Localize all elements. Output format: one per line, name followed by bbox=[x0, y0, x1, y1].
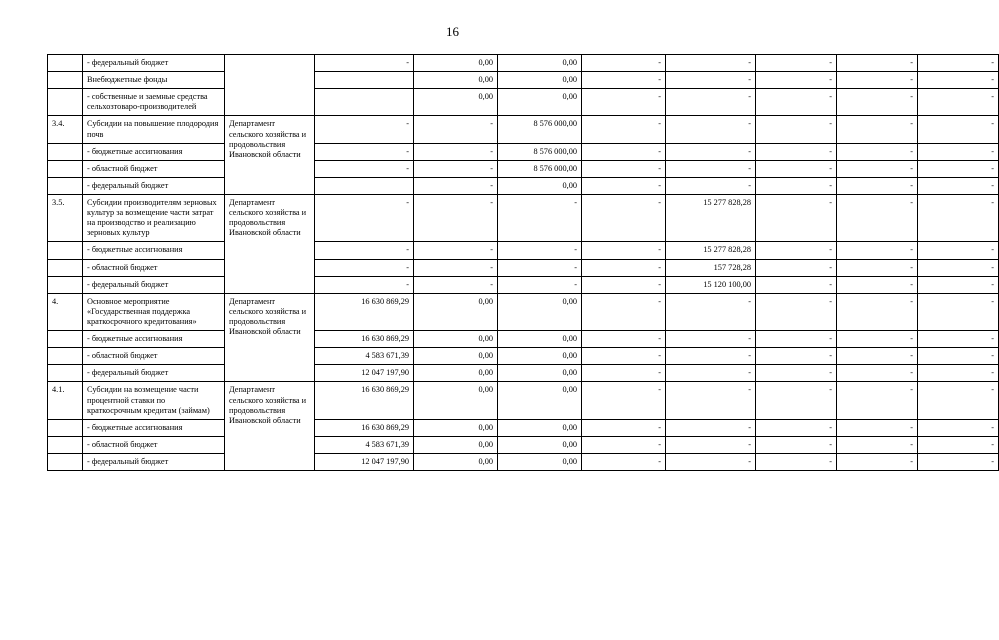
cell-value-1: 16 630 869,29 bbox=[315, 293, 414, 330]
cell-value-5: - bbox=[666, 348, 756, 365]
cell-value-2: 0,00 bbox=[414, 293, 498, 330]
cell-value-3: 0,00 bbox=[498, 348, 582, 365]
cell-value-1: - bbox=[315, 55, 414, 72]
cell-num bbox=[48, 331, 83, 348]
cell-value-8: - bbox=[918, 382, 999, 419]
cell-value-4: - bbox=[582, 160, 666, 177]
cell-value-4: - bbox=[582, 259, 666, 276]
cell-num: 3.5. bbox=[48, 194, 83, 241]
cell-value-3: 8 576 000,00 bbox=[498, 143, 582, 160]
cell-num bbox=[48, 55, 83, 72]
cell-value-7: - bbox=[837, 194, 918, 241]
cell-value-7: - bbox=[837, 382, 918, 419]
cell-value-3: 0,00 bbox=[498, 453, 582, 470]
cell-value-7: - bbox=[837, 160, 918, 177]
cell-value-1: 16 630 869,29 bbox=[315, 331, 414, 348]
cell-value-1: - bbox=[315, 259, 414, 276]
cell-value-4: - bbox=[582, 194, 666, 241]
cell-value-5: - bbox=[666, 143, 756, 160]
cell-department: Департамент сельского хозяйства и продовольствия Ивановской области bbox=[225, 382, 315, 471]
cell-value-4: - bbox=[582, 365, 666, 382]
cell-value-3: - bbox=[498, 276, 582, 293]
cell-name: - собственные и заемные средства сельхозтоваро-производителей bbox=[83, 89, 225, 116]
table-row bbox=[48, 116, 999, 143]
cell-value-8: - bbox=[918, 143, 999, 160]
cell-value-1: - bbox=[315, 242, 414, 259]
cell-value-7: - bbox=[837, 116, 918, 143]
table-row bbox=[48, 259, 999, 276]
cell-value-2: - bbox=[414, 242, 498, 259]
cell-value-7: - bbox=[837, 89, 918, 116]
cell-value-6: - bbox=[756, 365, 837, 382]
cell-value-8: - bbox=[918, 436, 999, 453]
cell-value-8: - bbox=[918, 177, 999, 194]
cell-value-8: - bbox=[918, 331, 999, 348]
cell-value-6: - bbox=[756, 453, 837, 470]
cell-value-6: - bbox=[756, 143, 837, 160]
cell-value-2: 0,00 bbox=[414, 348, 498, 365]
cell-value-6: - bbox=[756, 72, 837, 89]
cell-value-4: - bbox=[582, 55, 666, 72]
cell-value-3: 0,00 bbox=[498, 177, 582, 194]
cell-value-8: - bbox=[918, 89, 999, 116]
cell-value-3: 0,00 bbox=[498, 331, 582, 348]
cell-value-6: - bbox=[756, 348, 837, 365]
cell-name: - областной бюджет bbox=[83, 160, 225, 177]
budget-table-container bbox=[47, 54, 994, 471]
cell-value-6: - bbox=[756, 419, 837, 436]
cell-value-5: - bbox=[666, 365, 756, 382]
cell-value-2: - bbox=[414, 259, 498, 276]
cell-value-6: - bbox=[756, 177, 837, 194]
cell-value-2: 0,00 bbox=[414, 436, 498, 453]
cell-value-4: - bbox=[582, 116, 666, 143]
cell-value-7: - bbox=[837, 436, 918, 453]
cell-value-6: - bbox=[756, 276, 837, 293]
cell-value-4: - bbox=[582, 331, 666, 348]
cell-value-4: - bbox=[582, 436, 666, 453]
cell-name: - областной бюджет bbox=[83, 259, 225, 276]
cell-value-6: - bbox=[756, 116, 837, 143]
cell-value-8: - bbox=[918, 453, 999, 470]
cell-value-8: - bbox=[918, 242, 999, 259]
cell-value-4: - bbox=[582, 72, 666, 89]
cell-name: - бюджетные ассигнования bbox=[83, 419, 225, 436]
cell-value-5: - bbox=[666, 382, 756, 419]
cell-department: Департамент сельского хозяйства и продовольствия Ивановской области bbox=[225, 116, 315, 195]
cell-value-1 bbox=[315, 89, 414, 116]
cell-value-2: - bbox=[414, 116, 498, 143]
table-row bbox=[48, 89, 999, 116]
cell-value-2: - bbox=[414, 194, 498, 241]
cell-value-8: - bbox=[918, 72, 999, 89]
cell-num bbox=[48, 177, 83, 194]
cell-value-7: - bbox=[837, 242, 918, 259]
cell-num bbox=[48, 143, 83, 160]
cell-value-8: - bbox=[918, 365, 999, 382]
cell-value-4: - bbox=[582, 89, 666, 116]
cell-name: - федеральный бюджет bbox=[83, 453, 225, 470]
cell-value-8: - bbox=[918, 276, 999, 293]
cell-num bbox=[48, 242, 83, 259]
table-row bbox=[48, 365, 999, 382]
cell-value-5: - bbox=[666, 160, 756, 177]
cell-value-7: - bbox=[837, 365, 918, 382]
cell-value-1: 4 583 671,39 bbox=[315, 348, 414, 365]
cell-name: - федеральный бюджет bbox=[83, 55, 225, 72]
cell-value-6: - bbox=[756, 259, 837, 276]
cell-num bbox=[48, 89, 83, 116]
cell-value-2: 0,00 bbox=[414, 419, 498, 436]
cell-value-5: - bbox=[666, 177, 756, 194]
table-row bbox=[48, 419, 999, 436]
cell-value-3: 0,00 bbox=[498, 293, 582, 330]
budget-table bbox=[47, 54, 999, 471]
cell-value-7: - bbox=[837, 177, 918, 194]
table-row bbox=[48, 453, 999, 470]
cell-value-8: - bbox=[918, 259, 999, 276]
cell-value-1: 16 630 869,29 bbox=[315, 382, 414, 419]
cell-name: - бюджетные ассигнования bbox=[83, 242, 225, 259]
table-row bbox=[48, 72, 999, 89]
cell-value-3: - bbox=[498, 259, 582, 276]
cell-value-4: - bbox=[582, 453, 666, 470]
cell-value-2: 0,00 bbox=[414, 453, 498, 470]
cell-name: Субсидии производителям зерновых культур за возмещение части затрат на производство и реализацию зерновых культур bbox=[83, 194, 225, 241]
table-row bbox=[48, 242, 999, 259]
cell-value-6: - bbox=[756, 293, 837, 330]
cell-value-8: - bbox=[918, 194, 999, 241]
cell-name: Субсидии на повышение плодородия почв bbox=[83, 116, 225, 143]
cell-name: Внебюджетные фонды bbox=[83, 72, 225, 89]
cell-value-5: - bbox=[666, 55, 756, 72]
cell-value-8: - bbox=[918, 419, 999, 436]
cell-value-6: - bbox=[756, 55, 837, 72]
cell-value-6: - bbox=[756, 382, 837, 419]
cell-num bbox=[48, 419, 83, 436]
cell-value-8: - bbox=[918, 160, 999, 177]
cell-value-3: 8 576 000,00 bbox=[498, 160, 582, 177]
cell-value-5: 157 728,28 bbox=[666, 259, 756, 276]
cell-num bbox=[48, 259, 83, 276]
cell-value-6: - bbox=[756, 331, 837, 348]
cell-value-1: 4 583 671,39 bbox=[315, 436, 414, 453]
cell-department: Департамент сельского хозяйства и продовольствия Ивановской области bbox=[225, 194, 315, 293]
cell-name: - федеральный бюджет bbox=[83, 365, 225, 382]
cell-value-3: 0,00 bbox=[498, 72, 582, 89]
table-row bbox=[48, 331, 999, 348]
cell-value-1: 12 047 197,90 bbox=[315, 365, 414, 382]
cell-value-1 bbox=[315, 177, 414, 194]
table-row bbox=[48, 143, 999, 160]
cell-value-7: - bbox=[837, 55, 918, 72]
cell-value-6: - bbox=[756, 242, 837, 259]
cell-value-7: - bbox=[837, 259, 918, 276]
cell-name: Основное мероприятие «Государственная поддержка краткосрочного кредитования» bbox=[83, 293, 225, 330]
table-body bbox=[48, 55, 999, 471]
cell-value-8: - bbox=[918, 348, 999, 365]
cell-value-7: - bbox=[837, 293, 918, 330]
cell-value-7: - bbox=[837, 276, 918, 293]
cell-num bbox=[48, 436, 83, 453]
cell-value-7: - bbox=[837, 143, 918, 160]
table-row bbox=[48, 276, 999, 293]
cell-value-1: - bbox=[315, 160, 414, 177]
cell-value-2: 0,00 bbox=[414, 89, 498, 116]
cell-value-2: - bbox=[414, 177, 498, 194]
cell-value-3: 8 576 000,00 bbox=[498, 116, 582, 143]
cell-department: Департамент сельского хозяйства и продовольствия Ивановской области bbox=[225, 293, 315, 382]
cell-value-8: - bbox=[918, 116, 999, 143]
cell-value-1: - bbox=[315, 194, 414, 241]
cell-num: 4. bbox=[48, 293, 83, 330]
table-row bbox=[48, 382, 999, 419]
cell-value-3: 0,00 bbox=[498, 365, 582, 382]
cell-value-2: 0,00 bbox=[414, 382, 498, 419]
cell-num: 3.4. bbox=[48, 116, 83, 143]
cell-name: - бюджетные ассигнования bbox=[83, 143, 225, 160]
cell-value-2: 0,00 bbox=[414, 72, 498, 89]
cell-value-3: 0,00 bbox=[498, 436, 582, 453]
table-row bbox=[48, 436, 999, 453]
cell-value-4: - bbox=[582, 348, 666, 365]
cell-value-5: - bbox=[666, 419, 756, 436]
cell-value-2: - bbox=[414, 143, 498, 160]
cell-value-8: - bbox=[918, 293, 999, 330]
cell-num bbox=[48, 348, 83, 365]
cell-value-1: - bbox=[315, 276, 414, 293]
cell-value-1: - bbox=[315, 116, 414, 143]
cell-value-2: 0,00 bbox=[414, 365, 498, 382]
cell-num: 4.1. bbox=[48, 382, 83, 419]
cell-value-4: - bbox=[582, 382, 666, 419]
cell-value-5: 15 277 828,28 bbox=[666, 194, 756, 241]
cell-value-7: - bbox=[837, 348, 918, 365]
cell-value-6: - bbox=[756, 194, 837, 241]
cell-value-5: - bbox=[666, 453, 756, 470]
cell-value-6: - bbox=[756, 89, 837, 116]
cell-num bbox=[48, 276, 83, 293]
cell-value-7: - bbox=[837, 419, 918, 436]
cell-value-7: - bbox=[837, 453, 918, 470]
cell-name: Субсидии на возмещение части процентной ставки по краткосрочным кредитам (займам) bbox=[83, 382, 225, 419]
cell-value-2: - bbox=[414, 160, 498, 177]
cell-value-3: - bbox=[498, 194, 582, 241]
cell-value-6: - bbox=[756, 436, 837, 453]
cell-value-2: 0,00 bbox=[414, 55, 498, 72]
cell-num bbox=[48, 160, 83, 177]
cell-value-5: - bbox=[666, 116, 756, 143]
cell-value-4: - bbox=[582, 419, 666, 436]
cell-value-4: - bbox=[582, 177, 666, 194]
cell-value-4: - bbox=[582, 242, 666, 259]
cell-value-2: - bbox=[414, 276, 498, 293]
cell-value-4: - bbox=[582, 276, 666, 293]
cell-name: - областной бюджет bbox=[83, 348, 225, 365]
page-number: 16 bbox=[446, 24, 459, 39]
cell-value-5: 15 120 100,00 bbox=[666, 276, 756, 293]
cell-value-5: - bbox=[666, 72, 756, 89]
cell-value-3: - bbox=[498, 242, 582, 259]
cell-value-4: - bbox=[582, 143, 666, 160]
table-row bbox=[48, 194, 999, 241]
table-row bbox=[48, 348, 999, 365]
cell-department bbox=[225, 55, 315, 116]
cell-value-5: - bbox=[666, 331, 756, 348]
cell-value-1: 16 630 869,29 bbox=[315, 419, 414, 436]
cell-value-5: - bbox=[666, 436, 756, 453]
cell-value-3: 0,00 bbox=[498, 89, 582, 116]
cell-num bbox=[48, 365, 83, 382]
table-row bbox=[48, 55, 999, 72]
cell-value-3: 0,00 bbox=[498, 55, 582, 72]
cell-name: - федеральный бюджет bbox=[83, 177, 225, 194]
cell-value-3: 0,00 bbox=[498, 419, 582, 436]
cell-value-3: 0,00 bbox=[498, 382, 582, 419]
table-row bbox=[48, 177, 999, 194]
cell-name: - федеральный бюджет bbox=[83, 276, 225, 293]
table-row bbox=[48, 293, 999, 330]
cell-value-7: - bbox=[837, 331, 918, 348]
cell-value-1: - bbox=[315, 143, 414, 160]
cell-name: - областной бюджет bbox=[83, 436, 225, 453]
cell-value-8: - bbox=[918, 55, 999, 72]
table-row bbox=[48, 160, 999, 177]
cell-value-6: - bbox=[756, 160, 837, 177]
cell-value-5: 15 277 828,28 bbox=[666, 242, 756, 259]
cell-value-1: 12 047 197,90 bbox=[315, 453, 414, 470]
cell-value-5: - bbox=[666, 89, 756, 116]
cell-value-4: - bbox=[582, 293, 666, 330]
cell-num bbox=[48, 72, 83, 89]
cell-value-2: 0,00 bbox=[414, 331, 498, 348]
cell-value-5: - bbox=[666, 293, 756, 330]
cell-value-1 bbox=[315, 72, 414, 89]
cell-num bbox=[48, 453, 83, 470]
cell-name: - бюджетные ассигнования bbox=[83, 331, 225, 348]
cell-value-7: - bbox=[837, 72, 918, 89]
